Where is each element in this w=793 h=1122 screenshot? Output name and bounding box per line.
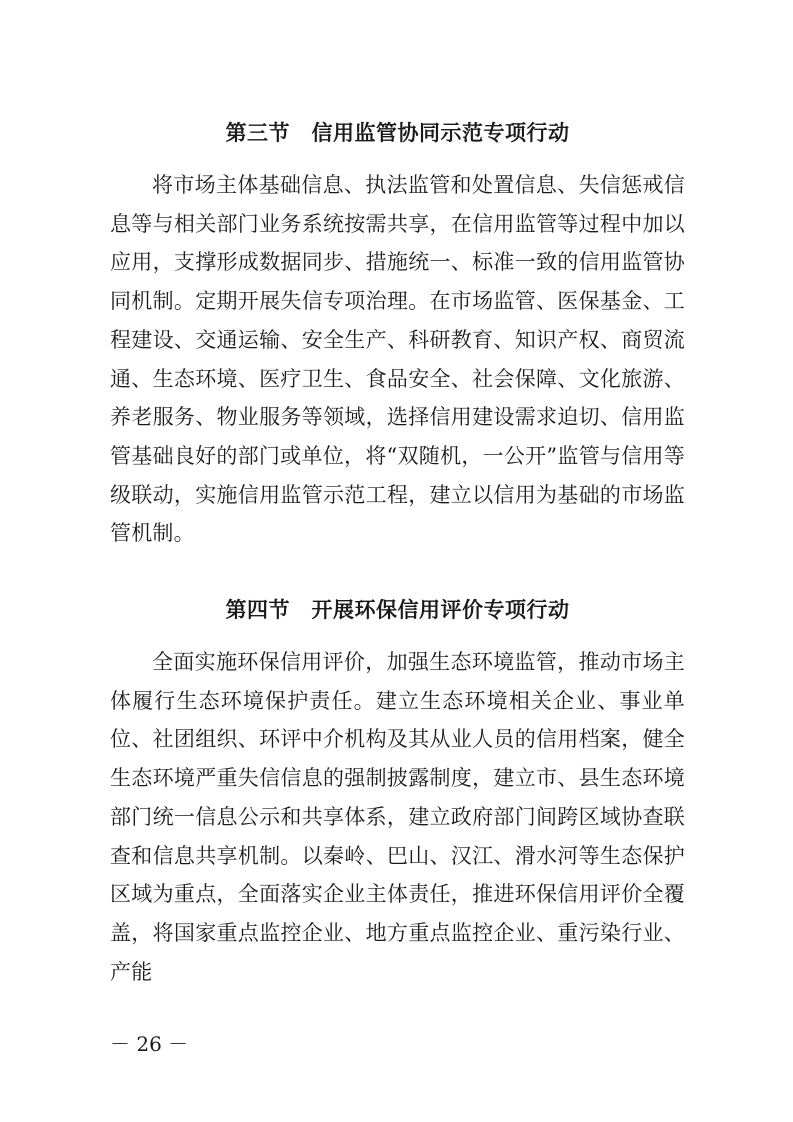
section-4-heading: 第四节 开展环保信用评价专项行动 — [225, 598, 570, 622]
section-3-heading: 第三节 信用监管协同示范专项行动 — [225, 121, 570, 145]
section-4-paragraph: 全面实施环保信用评价，加强生态环境监管，推动市场主体履行生态环境保护责任。建立生态环境相关企业、事业单位、社团组织、环评中介机构及其从业人员的信用档案，健全生态环境严重失信信息的强制披露制度，建立市、县生态环境部门统一信息公示和共享体系，建立政府部门间跨区域协查联查和信息共享机制。以秦岭、巴山、汉江、滑水河等生态保护区域为重点，全面落实企业主体责任，推进环保信用评价全覆盖，将国家重点监控企业、地方重点监控企业、重污染行业、产能 — [110, 650, 685, 984]
section-3-paragraph: 将市场主体基础信息、执法监管和处置信息、失信惩戒信息等与相关部门业务系统按需共享，在信用监管等过程中加以应用，支撑形成数据同步、措施统一、标准一致的信用监管协同机制。定期开展失信专项治理。在市场监管、医保基金、工程建设、交通运输、安全生产、科研教育、知识产权、商贸流通、生态环境、医疗卫生、食品安全、社会保障、文化旅游、养老服务、物业服务等领域，选择信用建设需求迫切、信用监管基础良好的部门或单位，将“双随机，一公开”监管与信用等级联动，实施信用监管示范工程，建立以信用为基础的市场监管机制。 — [110, 173, 685, 546]
page-number: － 26 － — [110, 1032, 189, 1056]
